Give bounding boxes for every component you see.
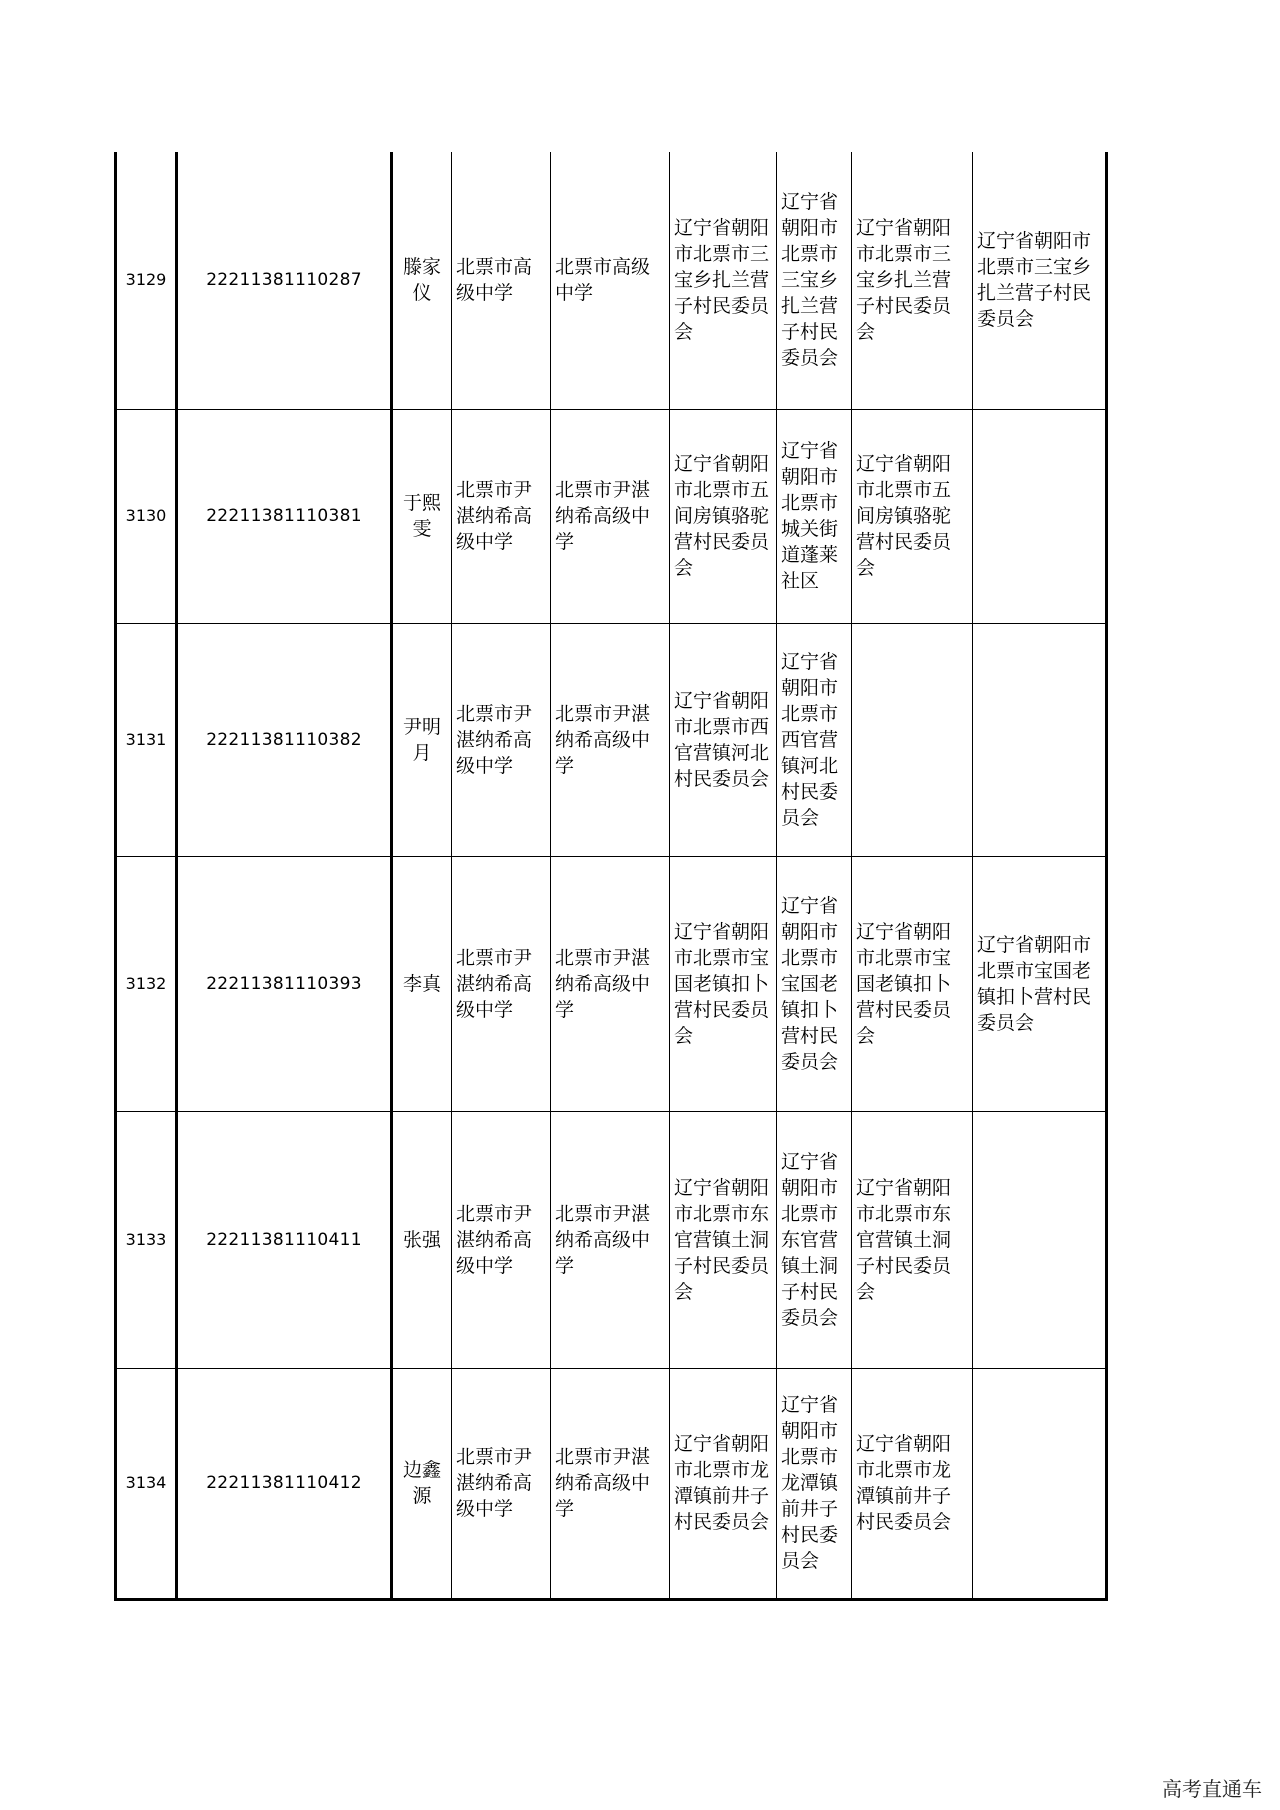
- address4-cell: 辽宁省朝阳市北票市宝国老镇扣卜营村民委员会: [973, 856, 1107, 1111]
- name-cell: 李真: [392, 856, 452, 1111]
- school-cell: 北票市尹湛纳希高级中学: [452, 1368, 551, 1599]
- address4-cell: [973, 1368, 1107, 1599]
- seq-cell: 3131: [116, 623, 177, 856]
- address3-cell: 辽宁省朝阳市北票市龙潭镇前井子村民委员会: [852, 1368, 973, 1599]
- name-cell: 边鑫源: [392, 1368, 452, 1599]
- watermark: 高考直通车: [1162, 1777, 1262, 1801]
- address3-cell: 辽宁省朝阳市北票市五间房镇骆驼营村民委员会: [852, 409, 973, 623]
- exam-id-cell: 22211381110393: [177, 856, 392, 1111]
- school2-cell: 北票市尹湛纳希高级中学: [551, 1111, 670, 1368]
- address2-cell: 辽宁省朝阳市北票市龙潭镇前井子村民委员会: [777, 1368, 852, 1599]
- exam-id-cell: 22211381110382: [177, 623, 392, 856]
- exam-id-cell: 22211381110412: [177, 1368, 392, 1599]
- seq-cell: 3132: [116, 856, 177, 1111]
- school2-cell: 北票市尹湛纳希高级中学: [551, 1368, 670, 1599]
- seq-cell: 3133: [116, 1111, 177, 1368]
- address4-cell: [973, 1111, 1107, 1368]
- school2-cell: 北票市高级中学: [551, 152, 670, 409]
- school-cell: 北票市尹湛纳希高级中学: [452, 856, 551, 1111]
- name-cell: 于熙雯: [392, 409, 452, 623]
- name-cell: 张强: [392, 1111, 452, 1368]
- school-cell: 北票市尹湛纳希高级中学: [452, 409, 551, 623]
- address2-cell: 辽宁省朝阳市北票市宝国老镇扣卜营村民委员会: [777, 856, 852, 1111]
- address2-cell: 辽宁省朝阳市北票市西官营镇河北村民委员会: [777, 623, 852, 856]
- address4-cell: 辽宁省朝阳市北票市三宝乡扎兰营子村民委员会: [973, 152, 1107, 409]
- address3-cell: [852, 623, 973, 856]
- table-row: [116, 152, 1107, 409]
- address2-cell: 辽宁省朝阳市北票市东官营镇土洞子村民委员会: [777, 1111, 852, 1368]
- table-row: [116, 623, 1107, 856]
- address1-cell: 辽宁省朝阳市北票市三宝乡扎兰营子村民委员会: [670, 152, 777, 409]
- table-row: [116, 409, 1107, 623]
- student-roster-table: [114, 152, 1108, 1601]
- seq-cell: 3129: [116, 152, 177, 409]
- address3-cell: 辽宁省朝阳市北票市东官营镇土洞子村民委员会: [852, 1111, 973, 1368]
- school2-cell: 北票市尹湛纳希高级中学: [551, 623, 670, 856]
- table-row: [116, 856, 1107, 1111]
- seq-cell: 3134: [116, 1368, 177, 1599]
- address1-cell: 辽宁省朝阳市北票市宝国老镇扣卜营村民委员会: [670, 856, 777, 1111]
- school-cell: 北票市尹湛纳希高级中学: [452, 623, 551, 856]
- address3-cell: 辽宁省朝阳市北票市宝国老镇扣卜营村民委员会: [852, 856, 973, 1111]
- school2-cell: 北票市尹湛纳希高级中学: [551, 856, 670, 1111]
- name-cell: 滕家仪: [392, 152, 452, 409]
- school-cell: 北票市尹湛纳希高级中学: [452, 1111, 551, 1368]
- address3-cell: 辽宁省朝阳市北票市三宝乡扎兰营子村民委员会: [852, 152, 973, 409]
- table-row: [116, 1368, 1107, 1599]
- seq-cell: 3130: [116, 409, 177, 623]
- exam-id-cell: 22211381110287: [177, 152, 392, 409]
- address1-cell: 辽宁省朝阳市北票市五间房镇骆驼营村民委员会: [670, 409, 777, 623]
- address2-cell: 辽宁省朝阳市北票市三宝乡扎兰营子村民委员会: [777, 152, 852, 409]
- exam-id-cell: 22211381110411: [177, 1111, 392, 1368]
- address4-cell: [973, 409, 1107, 623]
- address1-cell: 辽宁省朝阳市北票市东官营镇土洞子村民委员会: [670, 1111, 777, 1368]
- school2-cell: 北票市尹湛纳希高级中学: [551, 409, 670, 623]
- address1-cell: 辽宁省朝阳市北票市西官营镇河北村民委员会: [670, 623, 777, 856]
- exam-id-cell: 22211381110381: [177, 409, 392, 623]
- school-cell: 北票市高级中学: [452, 152, 551, 409]
- name-cell: 尹明月: [392, 623, 452, 856]
- address1-cell: 辽宁省朝阳市北票市龙潭镇前井子村民委员会: [670, 1368, 777, 1599]
- table-row: [116, 1111, 1107, 1368]
- address2-cell: 辽宁省朝阳市北票市城关街道蓬莱社区: [777, 409, 852, 623]
- address4-cell: [973, 623, 1107, 856]
